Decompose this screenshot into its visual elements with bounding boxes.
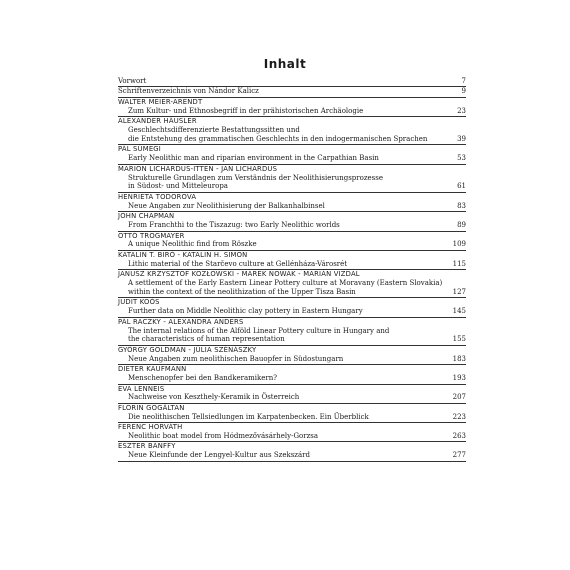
toc-title-row <box>118 202 466 211</box>
toc-page-number: 145 <box>452 307 466 316</box>
toc-author: HENRIETA TODOROVA <box>118 192 197 201</box>
toc-title-row <box>118 240 466 249</box>
toc-title-row <box>118 77 466 86</box>
toc-entry <box>118 346 466 365</box>
toc-author: DIETER KAUFMANN <box>118 365 187 374</box>
toc-title-row <box>118 279 466 297</box>
toc-title-line: A unique Neolithic find from Röszke <box>128 240 257 249</box>
toc-entry <box>118 117 466 145</box>
toc-title-line: Strukturelle Grundlagen zum Verständnis der Neolithisierungsprozesse <box>128 173 383 182</box>
toc-page-number: 23 <box>457 106 466 115</box>
toc-entry <box>118 442 466 461</box>
toc-title-line: From Franchthi to the Tiszazug: two Early Neolithic worlds <box>128 221 340 230</box>
toc-page-number: 127 <box>452 287 466 296</box>
toc-title-row <box>118 260 466 269</box>
toc-page-number: 155 <box>452 335 466 344</box>
toc-title-row <box>118 413 466 422</box>
toc-entry <box>118 423 466 442</box>
toc-title-line: Die neolithischen Tellsiedlungen im Karpatenbecken. Ein Überblick <box>128 412 369 421</box>
toc-author: PÁL SÜMEGI <box>118 145 161 154</box>
toc-title-line: Neue Kleinfunde der Lengyel-Kultur aus Szekszárd <box>128 451 310 460</box>
toc-title-row <box>118 221 466 230</box>
toc-title-row <box>118 451 466 460</box>
toc-entry <box>118 212 466 231</box>
toc-entry <box>118 98 466 117</box>
toc-entry <box>118 318 466 346</box>
toc-author: GYÖRGY GOLDMAN - JÚLIA SZÉNÁSZKY <box>118 345 257 354</box>
toc-title-row <box>118 87 466 96</box>
toc-page-number: 193 <box>452 374 466 383</box>
toc-title-line: Geschlechtsdifferenzierte Bestattungssitten und <box>128 126 300 135</box>
toc-page-number: 223 <box>452 412 466 421</box>
toc-page-number: 9 <box>461 87 466 96</box>
toc-title-line: the characteristics of human representation <box>128 335 285 344</box>
toc-entry <box>118 77 466 87</box>
toc-entry <box>118 232 466 251</box>
toc-title-line: Menschenopfer bei den Bandkeramikern? <box>128 374 278 383</box>
toc-page-number: 277 <box>452 451 466 460</box>
toc-title-row <box>118 126 466 144</box>
toc-title-line: Neue Angaben zum neolithischen Bauopfer in Südostungarn <box>128 354 344 363</box>
toc-title-line: within the context of the neolithization of the Upper Tisza Basin <box>128 287 356 296</box>
toc-entry <box>118 251 466 270</box>
toc-author: ESZTER BÁNFFY <box>118 442 176 451</box>
toc-page-number: 39 <box>457 134 466 143</box>
toc-page-number: 207 <box>452 393 466 402</box>
toc-author: FLORIN GOGÂLTAN <box>118 403 185 412</box>
toc-author: FERENC HORVÁTH <box>118 423 183 432</box>
toc-title-line: Neolithic boat model from Hódmezővásárhely-Gorzsa <box>128 432 319 441</box>
toc-title-line: Zum Kultur- und Ethnosbegriff in der prähistorischen Archäologie <box>128 106 364 115</box>
toc-title-row <box>118 154 466 163</box>
toc-entry <box>118 404 466 423</box>
toc-title-row <box>118 432 466 441</box>
toc-author: WALTER MEIER-ARENDT <box>118 97 203 106</box>
toc-title-row <box>118 393 466 402</box>
toc-entry <box>118 87 466 97</box>
toc-title-line: Early Neolithic man and riparian environment in the Carpathian Basin <box>128 154 379 163</box>
toc-title-row <box>118 327 466 345</box>
toc-author: EVA LENNEIS <box>118 384 165 393</box>
toc-title-line: Vorwort <box>118 77 147 85</box>
toc-page-number: 7 <box>461 77 466 85</box>
toc-title-line: Nachweise von Keszthely-Keramik in Österreich <box>128 393 300 402</box>
toc-title-line: Further data on Middle Neolithic clay pottery in Eastern Hungary <box>128 307 363 316</box>
toc-page-number: 83 <box>457 201 466 210</box>
toc-page-number: 183 <box>452 354 466 363</box>
toc-page-number: 53 <box>457 154 466 163</box>
toc-entry <box>118 365 466 384</box>
toc-author: ALEXANDER HÄUSLER <box>118 117 197 126</box>
toc-title-line: The internal relations of the Alföld Linear Pottery culture in Hungary and <box>128 326 390 335</box>
toc-author: OTTÓ TROGMAYER <box>118 231 185 240</box>
toc-entry <box>118 270 466 298</box>
toc-entry <box>118 165 466 193</box>
toc-author: KATALIN T. BIRÓ - KATALIN H. SIMON <box>118 250 248 259</box>
toc-author: PÁL RACZKY - ALEXANDRA ANDERS <box>118 317 244 326</box>
toc-entry <box>118 145 466 164</box>
toc-title-row <box>118 107 466 116</box>
toc-title-line: A settlement of the Early Eastern Linear Pottery culture at Moravany (Eastern Slovakia) <box>128 279 443 288</box>
toc-title-line: Neue Angaben zur Neolithisierung der Balkanhalbinsel <box>128 201 325 210</box>
toc-title-row <box>118 355 466 364</box>
toc-author: JANUSZ KRZYSZTOF KOZŁOWSKI - MAREK NOWAK - MARIÁN VIZDAL <box>118 270 360 279</box>
toc-page-number: 263 <box>452 432 466 441</box>
toc-author: JUDIT KOÓS <box>118 298 160 307</box>
toc-entry <box>118 193 466 212</box>
table-of-contents <box>118 77 466 462</box>
page-title: Inhalt <box>263 57 307 71</box>
toc-author: MARION LICHARDUS-ITTEN - JAN LICHARDUS <box>118 164 278 173</box>
toc-page-number: 89 <box>457 221 466 230</box>
toc-page-number: 61 <box>457 182 466 191</box>
toc-page-number: 109 <box>452 240 466 249</box>
toc-title-line: Schriftenverzeichnis von Nándor Kalicz <box>118 87 259 96</box>
toc-page-number: 115 <box>452 259 466 268</box>
toc-entry <box>118 385 466 404</box>
toc-entry <box>118 298 466 317</box>
toc-author: JOHN CHAPMAN <box>118 212 175 221</box>
toc-title-row <box>118 174 466 192</box>
toc-title-line: die Entstehung des grammatischen Geschlechts in den indogermanischen Sprachen <box>128 134 428 143</box>
toc-title-row <box>118 307 466 316</box>
toc-title-line: in Südost- und Mitteleuropa <box>128 182 228 191</box>
toc-title-line: Lithic material of the Starčevo culture at Gellénháza-Városrét <box>128 259 348 268</box>
toc-title-row <box>118 374 466 383</box>
